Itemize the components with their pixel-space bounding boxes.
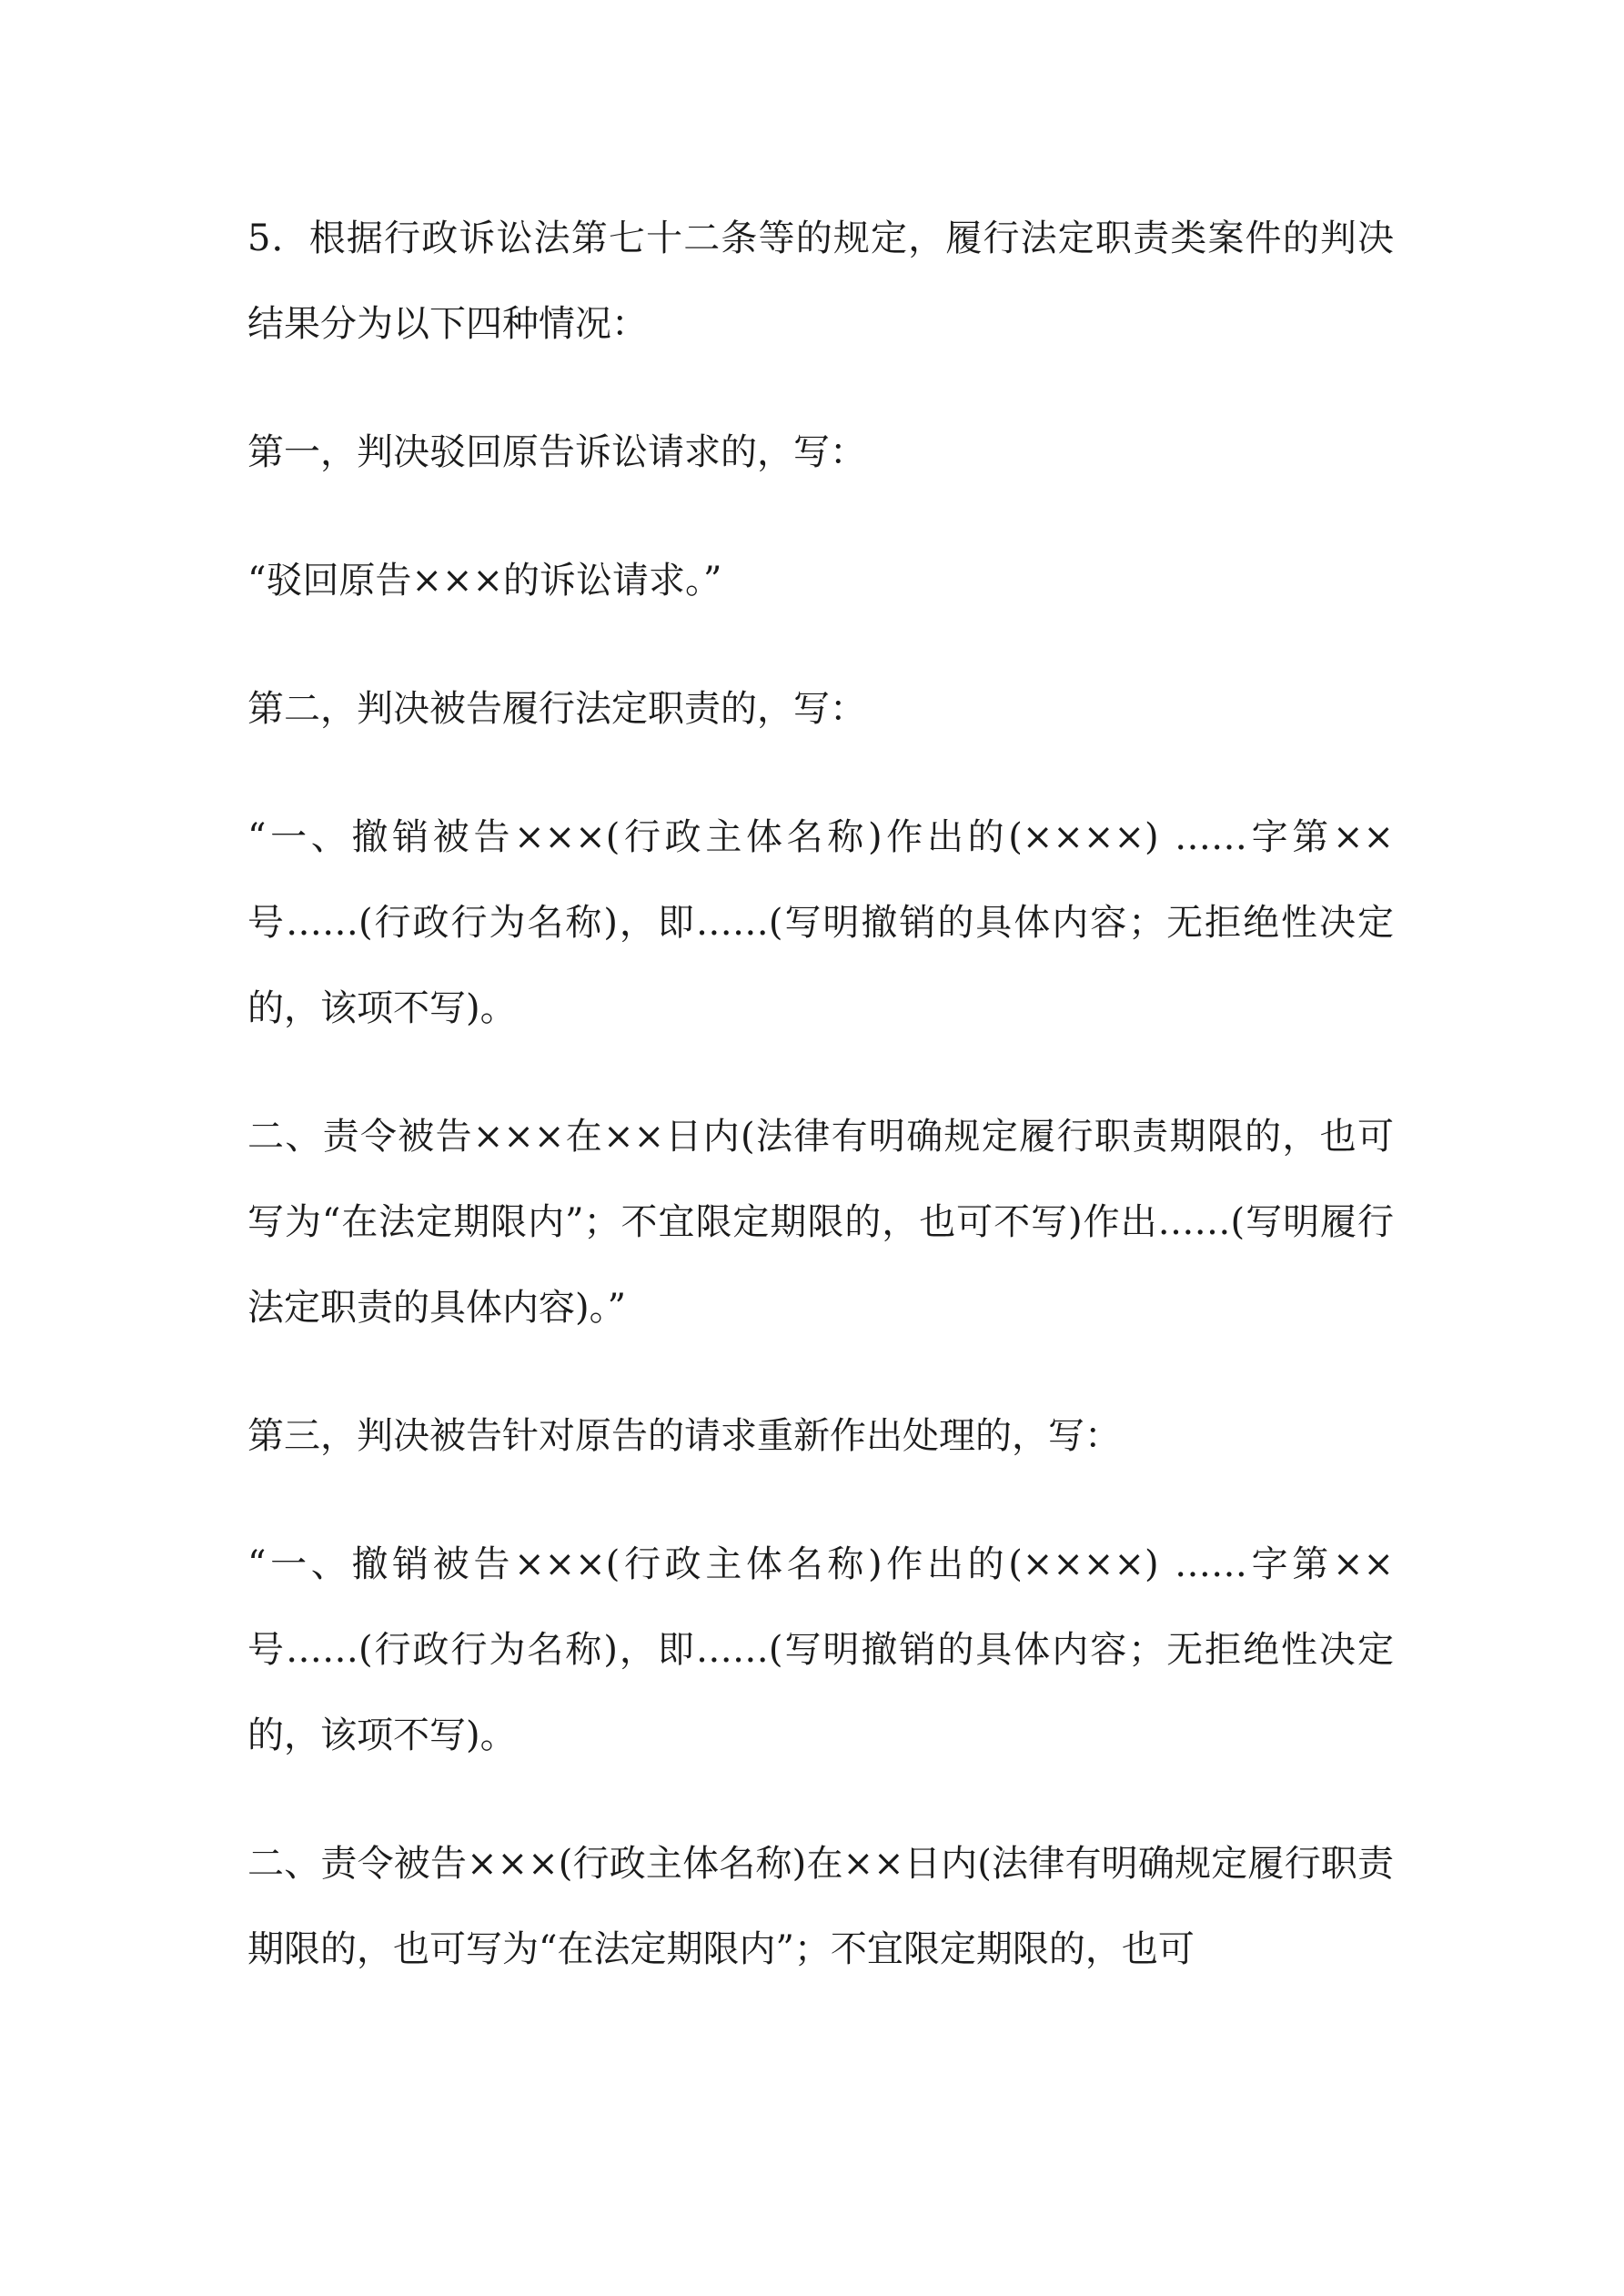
paragraph-first-case-text: “驳回原告×××的诉讼请求。” xyxy=(247,560,722,602)
paragraph-second-case-item-1: “一、撤销被告×××(行政主体名称)作出的(××××) ……字第××号……(行政行为名称)，即……(写明撤销的具体内容；无拒绝性决定的，该项不写)。 xyxy=(247,816,1394,1029)
paragraph-judgment-types-intro: 5．根据行政诉讼法第七十二条等的规定，履行法定职责类案件的判决结果分为以下四种情况： xyxy=(247,217,1394,345)
paragraph-third-case-item-1: “一、撤销被告×××(行政主体名称)作出的(××××) ……字第××号……(行政行为名称)，即……(写明撤销的具体内容；无拒绝性决定的，该项不写)。 xyxy=(247,1543,1394,1756)
document-body xyxy=(247,196,1394,2035)
paragraph-second-case-heading: 第二，判决被告履行法定职责的，写： xyxy=(247,688,866,730)
paragraph-third-case-heading: 第三，判决被告针对原告的请求重新作出处理的，写： xyxy=(247,1415,1121,1457)
paragraph-third-case-item-2: 二、责令被告×××(行政主体名称)在××日内(法律有明确规定履行职责期限的，也可写为“在法定期限内”；不宜限定期限的，也可 xyxy=(247,1843,1394,1970)
paragraph-second-case-item-2: 二、责令被告×××在××日内(法律有明确规定履行职责期限的，也可写为“在法定期限内”；不宜限定期限的，也可不写)作出……(写明履行法定职责的具体内容)。” xyxy=(247,1116,1394,1329)
paragraph-first-case-heading: 第一，判决驳回原告诉讼请求的，写： xyxy=(247,431,866,473)
